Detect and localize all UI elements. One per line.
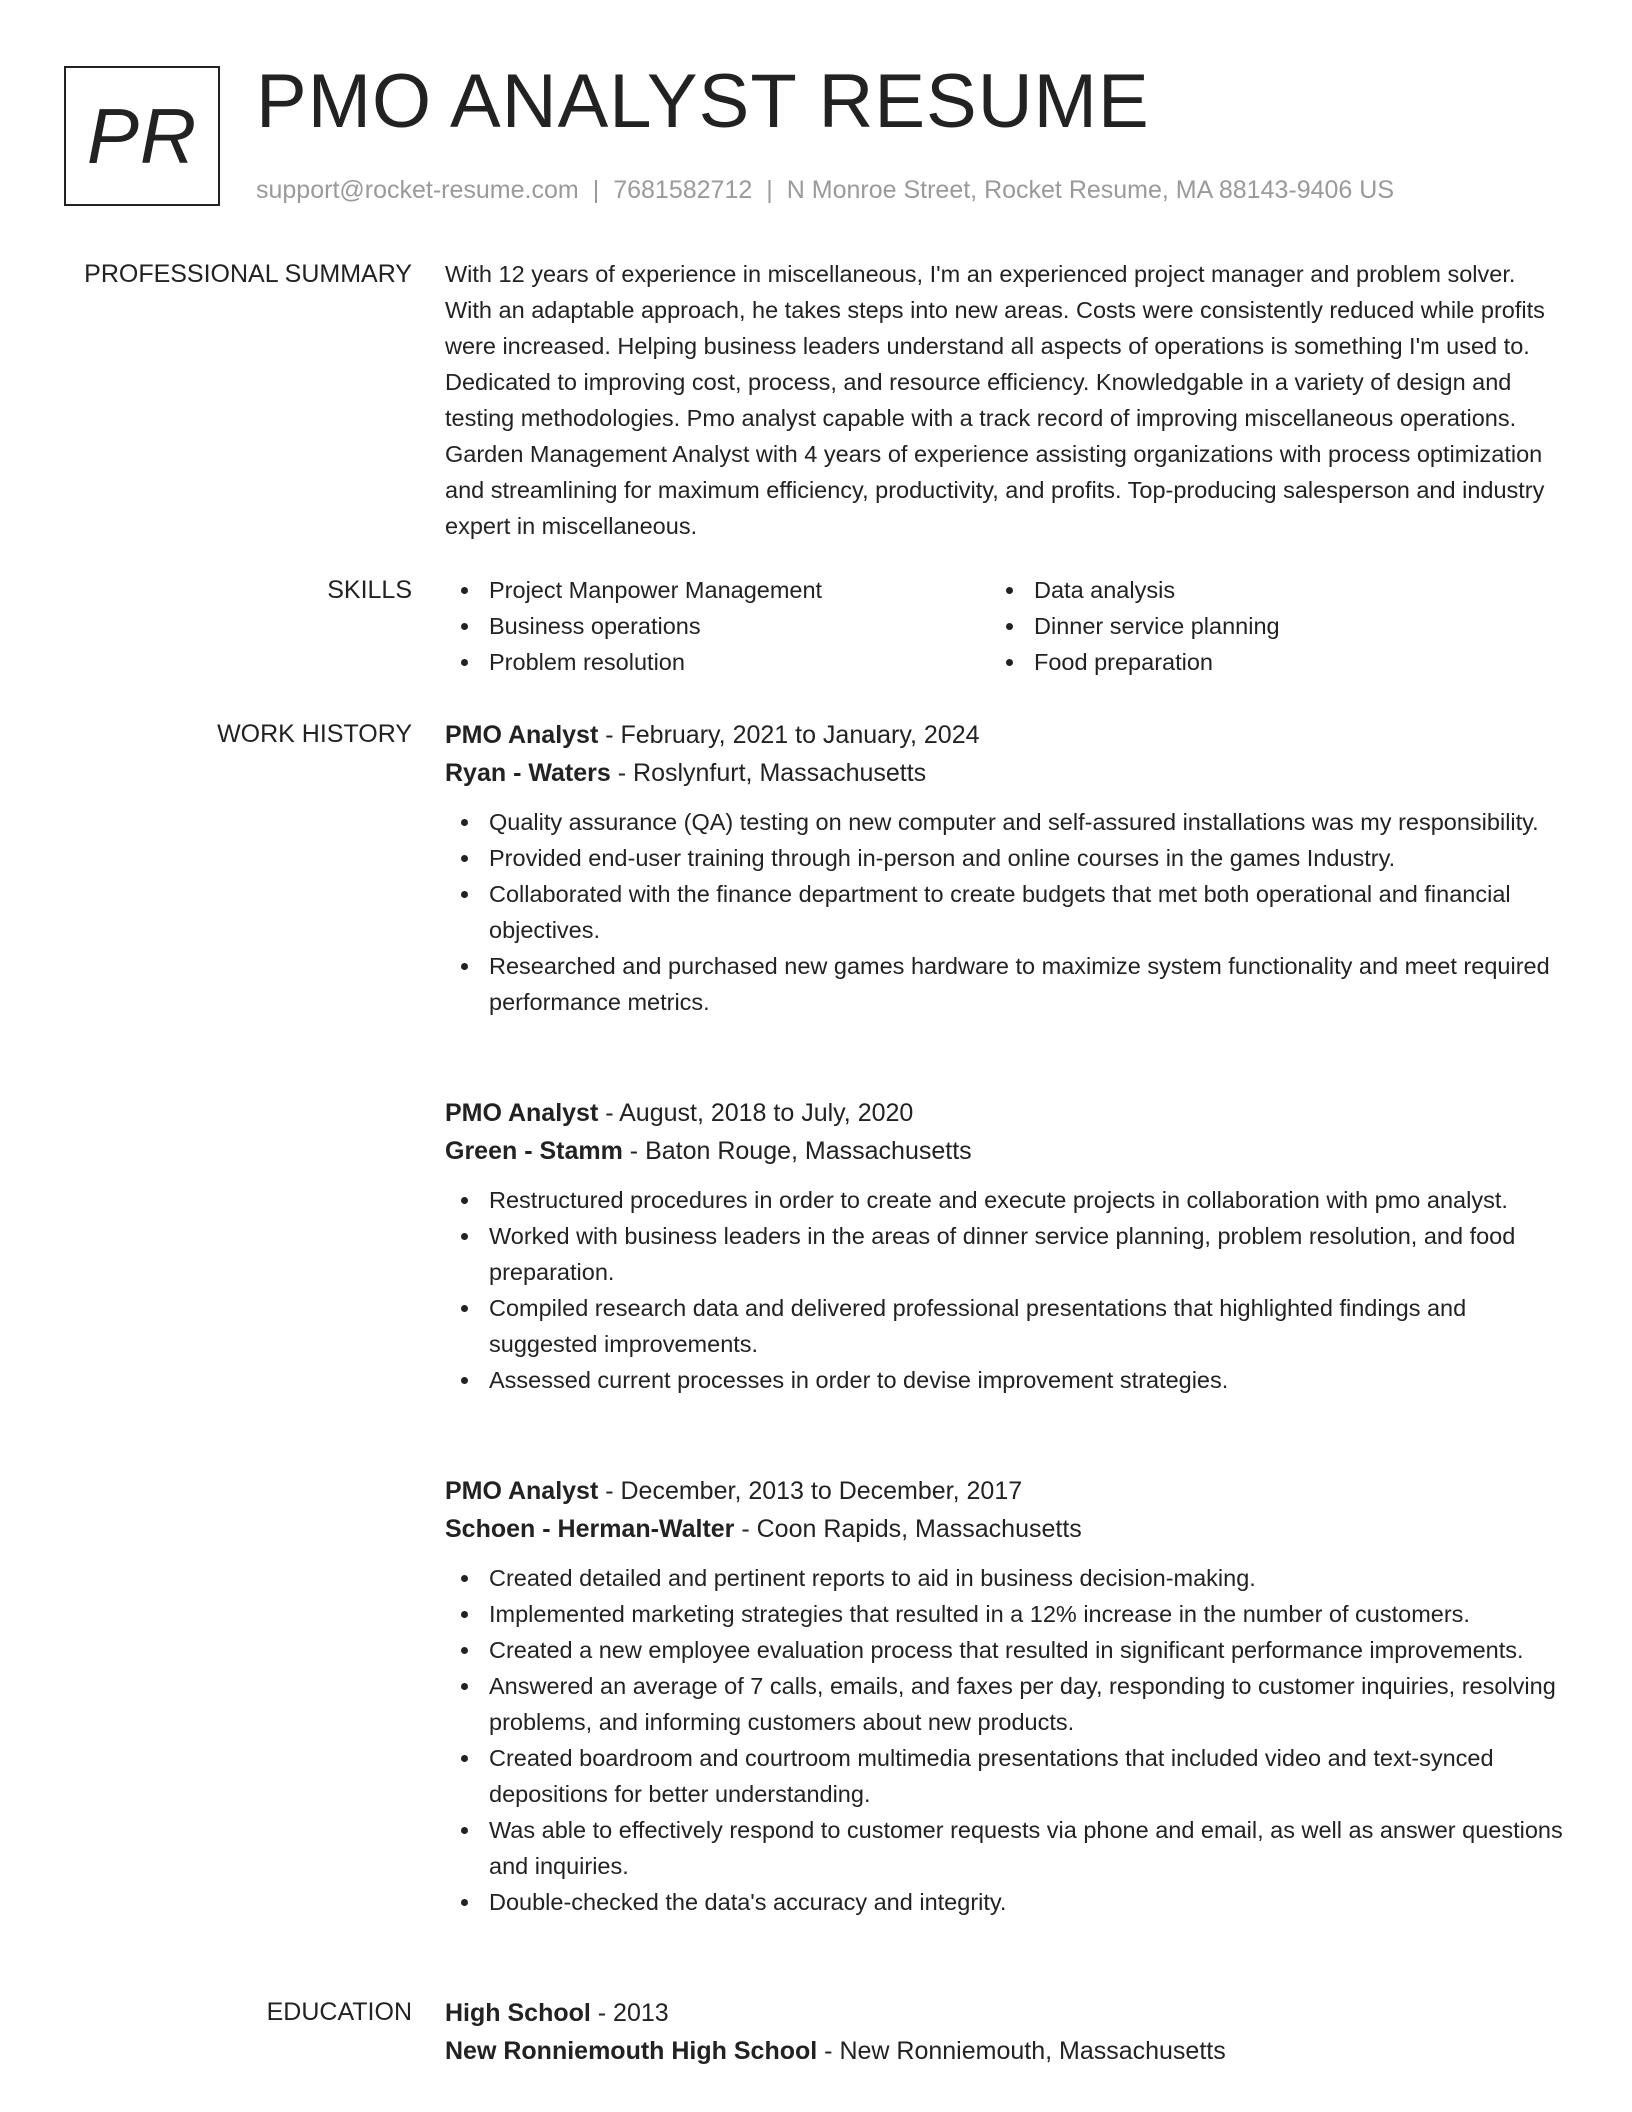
job-company-line [445,754,1565,792]
job-bullet: Compiled research data and delivered professional presentations that highlighted findings and suggested improvements. [445,1290,1565,1362]
contact-address: N Monroe Street, Rocket Resume, MA 88143-9406 US [786,176,1395,204]
job-company-line [445,1132,1565,1170]
contact-separator: | [592,176,600,204]
skills-list [445,572,1565,680]
job-entry [445,1094,1565,1398]
education-body [445,1994,1565,2070]
education-location: New Ronniemouth, Massachusetts [839,2037,1226,2065]
job-bullet: Collaborated with the finance department to create budgets that met both operational and financial objectives. [445,876,1565,948]
job-dash: - [598,1477,621,1505]
education-school-line [445,2032,1565,2070]
job-dash: - [598,1099,620,1127]
job-bullet: Worked with business leaders in the areas of dinner service planning, problem resolution, and food preparation. [445,1218,1565,1290]
job-dates: December, 2013 to December, 2017 [620,1477,1023,1505]
job-dash: - [622,1137,646,1165]
skill-item: Data analysis [990,572,1535,608]
work-history-label: WORK HISTORY [217,720,412,748]
contact-separator: | [766,176,773,204]
job-company: Ryan - Waters [445,759,611,787]
contact-line [256,174,1394,206]
job-dash: - [734,1515,757,1543]
summary-body [445,256,1565,544]
education-label: EDUCATION [266,1998,412,2026]
summary-text: With 12 years of experience in miscellaneous, I'm an experienced project manager and problem solver. With an adaptable approach, he takes steps into new areas. Costs were consistently reduced while profits were increased. Helping business leaders understand all aspects of operations is something I'm used to. Dedicated to improving cost, process, and resource efficiency. Knowledgable in a variety of design and testing methodologies. Pmo analyst capable with a track record of improving miscellaneous operations. Garden Management Analyst with 4 years of experience assisting organizations with process optimization and streamlining for maximum efficiency, productivity, and profits. Top-producing salesperson and industry expert in miscellaneous. [445,261,1545,539]
education-school: New Ronniemouth High School [445,2037,818,2065]
job-bullets [445,1560,1565,1920]
skill-item: Dinner service planning [990,608,1535,644]
education-year: 2013 [613,1999,669,2027]
skill-item: Project Manpower Management [445,572,990,608]
contact-email[interactable]: support@rocket-resume.com [256,176,579,204]
job-bullet: Answered an average of 7 calls, emails, and faxes per day, responding to customer inquiries, resolving problems, and informing customers about new products. [445,1668,1565,1740]
skill-item: Business operations [445,608,990,644]
job-company: Green - Stamm [445,1137,623,1165]
job-dash: - [598,721,621,749]
job-entry [445,1472,1565,1920]
job-company-line [445,1510,1565,1548]
skill-item: Problem resolution [445,644,990,680]
summary-label: PROFESSIONAL SUMMARY [84,260,412,288]
contact-phone[interactable]: 7681582712 [613,176,753,204]
job-bullet: Assessed current processes in order to devise improvement strategies. [445,1362,1565,1398]
page-title: PMO ANALYST RESUME [256,59,1150,144]
job-bullet: Quality assurance (QA) testing on new computer and self-assured installations was my responsibility. [445,804,1565,840]
job-bullet: Was able to effectively respond to customer requests via phone and email, as well as answer questions and inquiries. [445,1812,1565,1884]
job-bullet: Researched and purchased new games hardware to maximize system functionality and meet required performance metrics. [445,948,1565,1020]
job-title: PMO Analyst [445,1099,599,1127]
education-dash: - [590,1999,614,2027]
job-location: Baton Rouge, Massachusetts [645,1137,972,1165]
job-title: PMO Analyst [445,721,599,749]
job-title-line [445,1094,1565,1132]
skills-body [445,572,1565,680]
education-degree-line [445,1994,1565,2032]
education-degree: High School [445,1999,591,2027]
job-bullets [445,804,1565,1020]
skills-label: SKILLS [327,576,412,604]
job-bullet: Created detailed and pertinent reports to aid in business decision-making. [445,1560,1565,1596]
job-title: PMO Analyst [445,1477,599,1505]
job-bullets [445,1182,1565,1398]
job-bullet: Implemented marketing strategies that resulted in a 12% increase in the number of customers. [445,1596,1565,1632]
education-dash: - [817,2037,840,2065]
monogram-logo: PR [64,66,220,206]
job-company: Schoen - Herman-Walter [445,1515,735,1543]
job-bullet: Created boardroom and courtroom multimedia presentations that included video and text-synced depositions for better understanding. [445,1740,1565,1812]
job-entry [445,716,1565,1020]
job-bullet: Double-checked the data's accuracy and integrity. [445,1884,1565,1920]
job-location: Roslynfurt, Massachusetts [633,759,927,787]
skill-item: Food preparation [990,644,1535,680]
job-bullet: Created a new employee evaluation process that resulted in significant performance improvements. [445,1632,1565,1668]
job-location: Coon Rapids, Massachusetts [756,1515,1082,1543]
job-dash: - [610,759,634,787]
job-bullet: Provided end-user training through in-person and online courses in the games Industry. [445,840,1565,876]
job-bullet: Restructured procedures in order to create and execute projects in collaboration with pmo analyst. [445,1182,1565,1218]
job-dates: August, 2018 to July, 2020 [619,1099,914,1127]
job-dates: February, 2021 to January, 2024 [620,721,980,749]
job-title-line [445,1472,1565,1510]
job-title-line [445,716,1565,754]
